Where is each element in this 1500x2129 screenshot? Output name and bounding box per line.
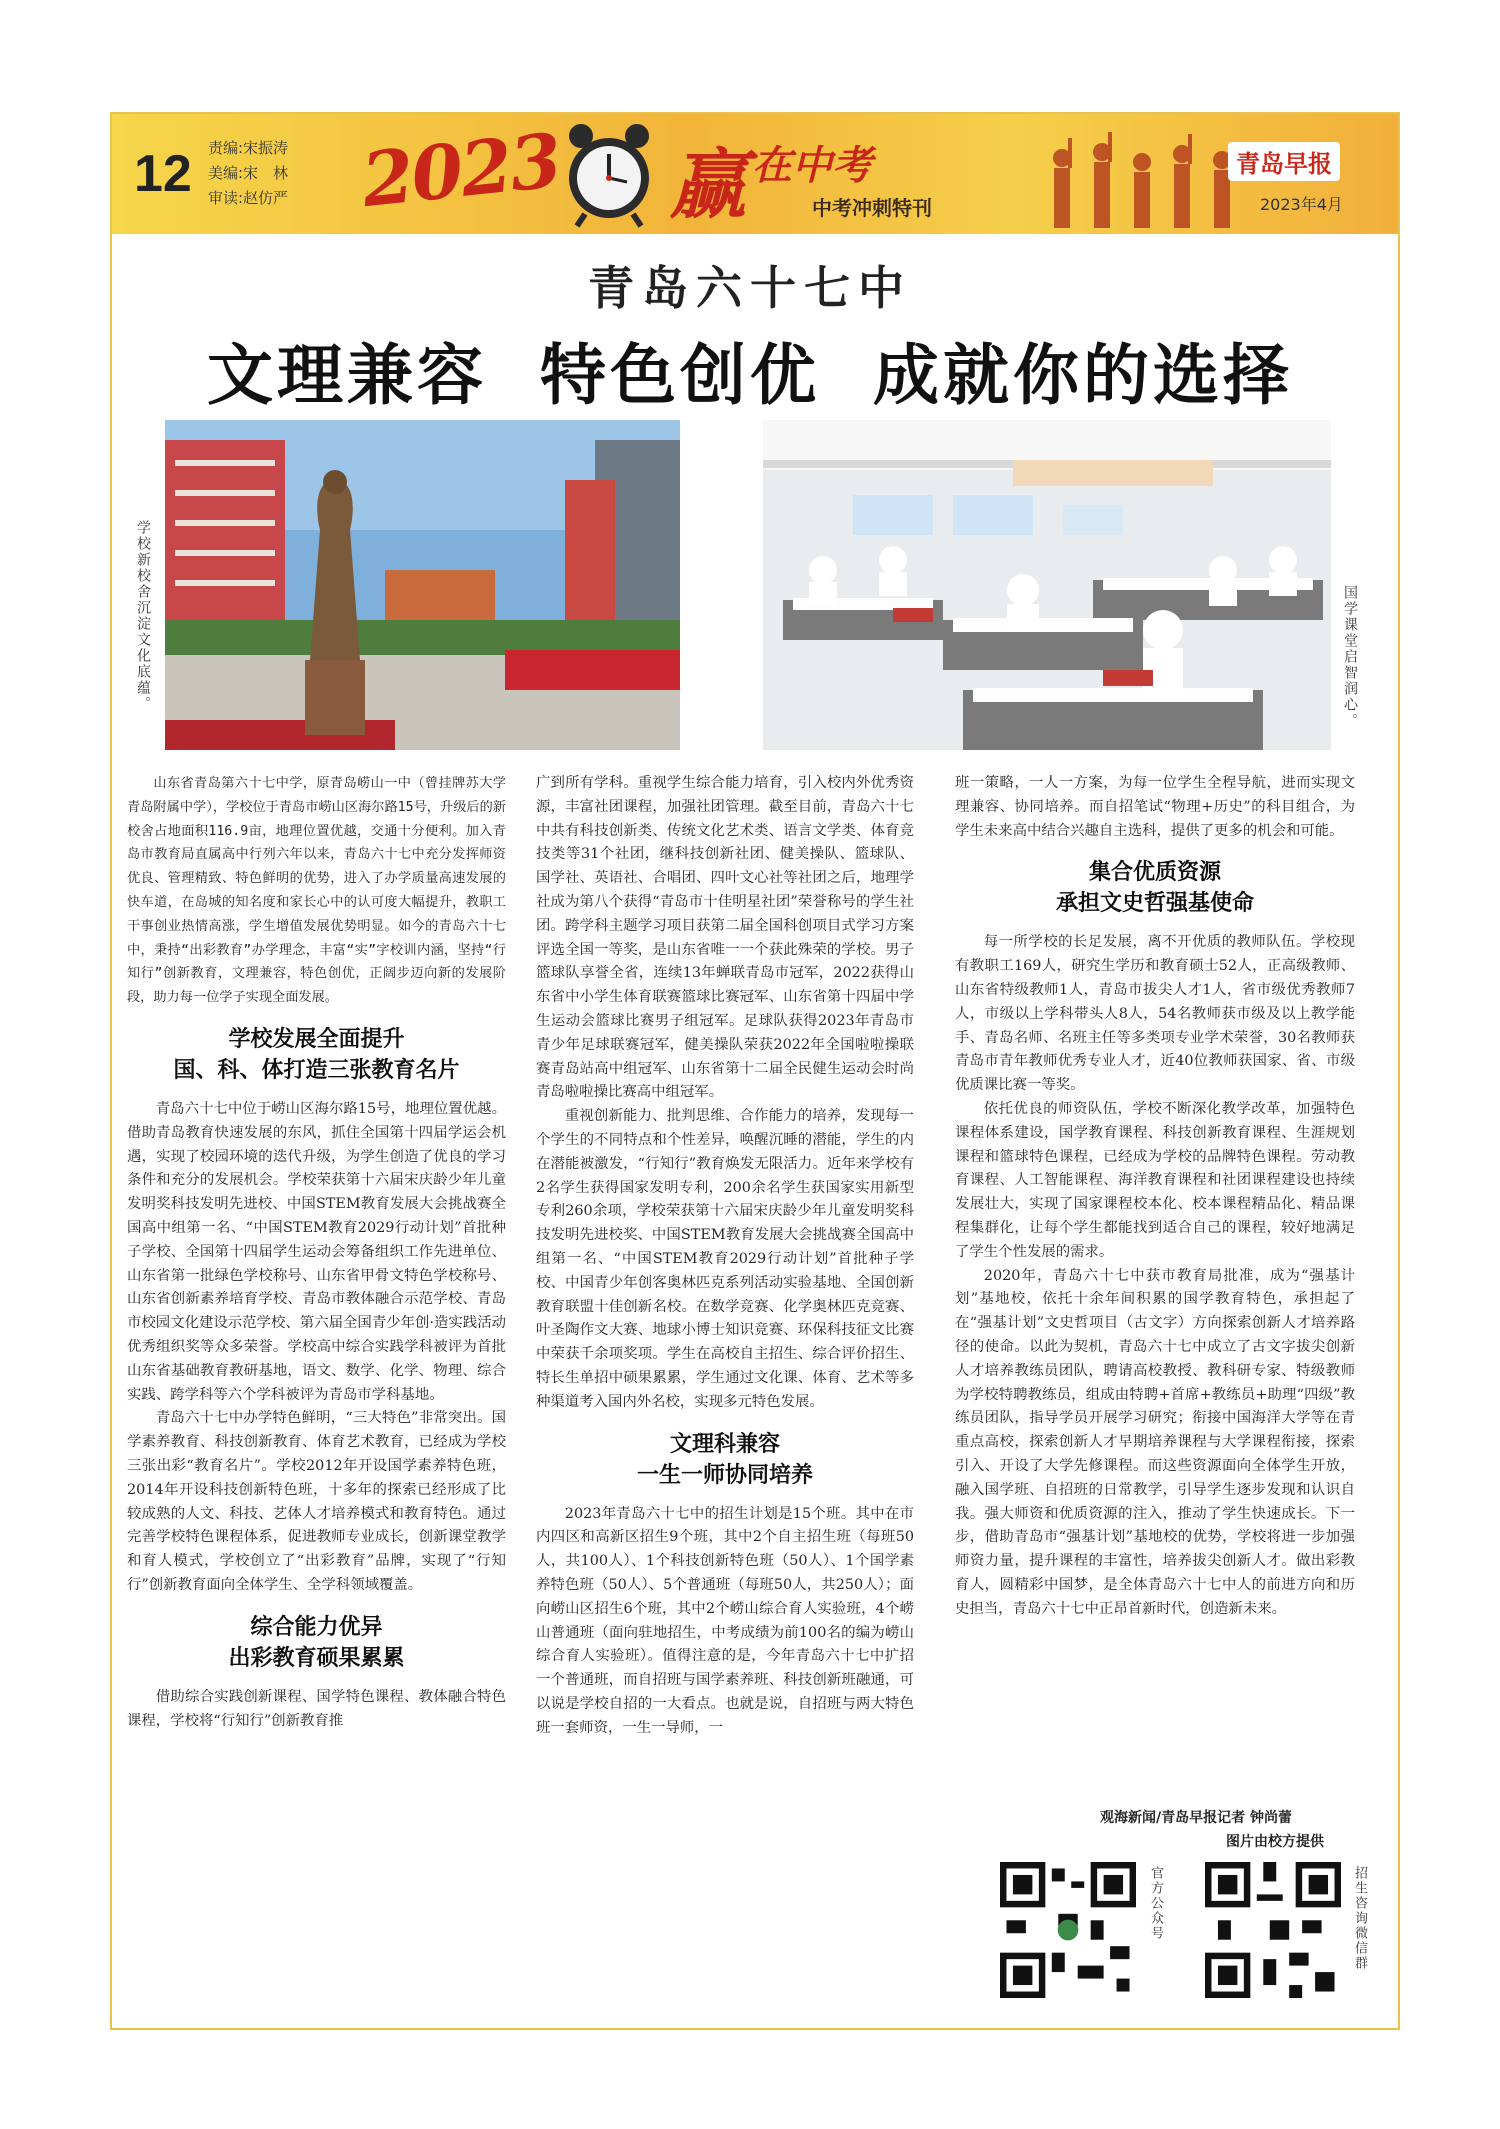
editor-credit: 责编:宋振涛	[208, 139, 289, 157]
article-paragraph: 青岛六十七中办学特色鲜明，“三大特色”非常突出。国学素养教育、科技创新教育、体育艺术教育，已经成为学校三张出彩“教育名片”。学校2012年开设国学素养特色班，2014年开设科技创新特色班，十多年的探索已经形成了比较成熟的人文、科技、艺体人才培养模式和教育特色。通过完善学校特色课程体系，促进教师专业成长，创新课堂教学和育人模式，学校创立了“出彩教育”品牌，实现了“行知行”创新教育面向全体学生、全学科领域覆盖。	[127, 1410, 506, 1593]
photo-caption: 国学课堂启智润心。	[1342, 585, 1358, 729]
admissions-wechat-qr-code[interactable]	[1205, 1862, 1341, 1998]
issue-date: 2023年4月	[1260, 195, 1343, 214]
classroom-photo	[763, 420, 1331, 750]
year-artwork: 2023	[358, 117, 564, 225]
brand-title: 在中考	[752, 142, 872, 189]
section-subheading: 学校发展全面提升 国、科、体打造三张教育名片	[173, 1026, 460, 1083]
brand-subtitle: 中考冲刺特刊	[812, 196, 932, 220]
page-number: 12	[134, 145, 192, 203]
article-intro: 山东省青岛第六十七中学，原青岛崂山一中（曾挂牌苏大学青岛附属中学），学校位于青岛市崂山区海尔路15号，升级后的新校舍占地面积116.9亩，地理位置优越，交通十分便利。加入青岛市教育局直属高中行列六年以来，青岛六十七中充分发挥师资优良、管理精致、特色鲜明的优势，进入了办学质量高速发展的快车道，在岛城的知名度和家长心中的认可度大幅提升，教职工干事创业热情高涨，学生增值发展优势明显。如今的青岛六十七中，秉持“出彩教育”办学理念，丰富“实”字校训内涵，坚持“行知行”创新教育，文理兼容，特色创优，正阔步迈向新的发展阶段，助力每一位学子实现全面发展。	[127, 776, 506, 1006]
article-paragraph: 依托优良的师资队伍，学校不断深化教学改革，加强特色课程体系建设，国学教育课程、科技创新教育课程、生涯规划课程和篮球特色课程，已经成为学校的品牌特色课程。劳动教育课程、人工智能课程、海洋教育课程和社团课程建设也持续发展壮大，实现了国家课程校本化、校本课程精品化、精品课程集群化，让每个学生都能找到适合自己的课程，较好地满足了学生个性发展的需求。	[955, 1100, 1355, 1260]
article-paragraph: 广到所有学科。重视学生综合能力培育，引入校内外优秀资源，丰富社团课程，加强社团管理。截至目前，青岛六十七中共有科技创新类、传统文化艺术类、语言文学类、体育竞技类等31个社团，继科技创新社团、健美操队、篮球队、国学社、英语社、合唱团、四叶文心社等社团之后，地理学社成为第八个获得“青岛市十佳明星社团”荣誉称号的学生社团。跨学科主题学习项目获第二届全国科创项目式学习方案评选全国一等奖，是山东省唯一一个获此殊荣的学校。男子篮球队享誉全省，连续13年蝉联青岛市冠军，2022获得山东省中小学生体育联赛篮球比赛冠军、山东省第十四届中学生运动会篮球比赛男子组冠军。足球队获得2023年青岛市青少年足球联赛冠军，健美操队荣获2022年全国啦啦操联赛青岛站高中组冠军、山东省第十二届全民健生运动会时尚青岛啦啦操比赛高中组冠军。	[536, 775, 914, 1101]
photo-credit: 图片由校方提供	[1226, 1834, 1324, 1850]
article-paragraph: 借助综合实践创新课程、国学特色课程、教体融合特色课程，学校将“行知行”创新教育推	[127, 1688, 506, 1729]
qr-label: 招生咨询微信群	[1352, 1866, 1367, 1971]
article-paragraph: 2023年青岛六十七中的招生计划是15个班。其中在市内四区和高新区招生9个班，其中2个自主招生班（每班50人，共100人）、1个科技创新特色班（50人）、1个国学素养特色班（50人）、5个普通班（每班50人，共250人）；面向崂山区招生6个班，其中2个崂山综合育人实验班，4个崂山普通班（面向驻地招生，中考成绩为前100名的编为崂山综合育人实验班）。值得注意的是，今年青岛六十七中扩招一个普通班，而自招班与国学素养班、科技创新班融通，可以说是学校自招的一大看点。也就是说，自招班与两大特色班一套师资，一生一导师，一	[536, 1505, 914, 1736]
article-paragraph: 重视创新能力、批判思维、合作能力的培养，发现每一个学生的不同特点和个性差异，唤醒沉睡的潜能，学生的内在潜能被激发，“行知行”教育焕发无限活力。近年来学校有2名学生获得国家发明专利，200余名学生获国家实用新型专利260余项，学校荣获第十六届宋庆龄少年儿童发明奖科技发明先进校奖、中国STEM教育发展大会挑战赛全国高中组第一名、“中国STEM教育2029行动计划”首批种子学校、中国青少年创客奥林匹克系列活动实验基地、全国创新教育联盟十佳创新名校。在数学竞赛、化学奥林匹克竞赛、叶圣陶作文大赛、地球小博士知识竞赛、环保科技征文比赛中荣获千余项奖项。学生在高校自主招生、综合评价招生、特长生单招中硕果累累，学生通过文化课、体育、艺术等多种渠道考入国内外名校，实现多元特色发展。	[536, 1108, 914, 1410]
reporter-byline: 观海新闻/青岛早报记者 钟尚蕾	[1100, 1810, 1292, 1826]
official-account-qr-code[interactable]	[1000, 1862, 1136, 1998]
campus-statue-photo	[165, 420, 680, 750]
editor-credits	[208, 136, 288, 211]
photo-caption: 学校新校舍沉淀文化底蕴。	[135, 520, 151, 712]
editor-credit: 美编:宋 林	[208, 164, 289, 182]
brand-title-glyph: 赢	[670, 140, 746, 229]
editor-credit: 审读:赵仿严	[208, 189, 289, 207]
section-header	[112, 114, 1398, 234]
article-column-1	[127, 772, 506, 1733]
qr-label: 官方公众号	[1148, 1866, 1163, 1941]
article-column-3	[955, 772, 1355, 1622]
article-paragraph: 班一策略，一人一方案，为每一位学生全程导航，进而实现文理兼容、协同培养。而自招笔试“物理+历史”的科目组合，为学生未来高中结合兴趣自主选科，提供了更多的机会和可能。	[955, 775, 1355, 839]
section-subheading: 综合能力优异 出彩教育硕果累累	[228, 1614, 405, 1671]
article-column-2	[536, 772, 914, 1740]
article-paragraph: 青岛六十七中位于崂山区海尔路15号，地理位置优越。借助青岛教育快速发展的东风，抓住全国第十四届学运会机遇，实现了校园环境的迭代升级，为学生创造了优良的学习条件和充分的发展机会。学校荣获第十六届宋庆龄少年儿童发明奖科技发明先进校、中国STEM教育发展大会挑战赛全国高中组第一名、“中国STEM教育2029行动计划”首批种子学校、全国第十四届学生运动会筹备组织工作先进单位、山东省第一批绿色学校称号、山东省甲骨文特色学校称号、山东省创新素养培育学校、青岛市教体融合示范学校、青岛市校园文化建设示范学校、第六届全国青少年创·造实践活动优秀组织奖等众多荣誉。学校高中综合实践学科被评为首批山东省基础教育教研基地，语文、数学、化学、物理、综合实践、跨学科等六个学科被评为青岛市学科基地。	[127, 1100, 506, 1403]
section-subheading: 集合优质资源 承担文史哲强基使命	[1055, 860, 1254, 917]
newspaper-logo: 青岛早报	[1228, 142, 1340, 181]
article-kicker: 青岛六十七中	[588, 261, 912, 315]
alarm-clock-icon	[559, 120, 659, 228]
article-headline: 文理兼容 特色创优 成就你的选择	[207, 336, 1293, 414]
article-paragraph: 每一所学校的长足发展，离不开优质的教师队伍。学校现有教职工169人，研究生学历和教育硕士52人，正高级教师、山东省特级教师1人，青岛市拔尖人才1人，省市级优秀教师7人，市级以上学科带头人8人，54名教师获市级及以上教学能手、青岛名师、名班主任等多类项专业学术荣誉，30名教师获青岛市青年教师优秀专业人才，近40位教师获国家、省、市级优质课比赛一等奖。	[955, 934, 1355, 1094]
section-subheading: 文理科兼容 一生一师协同培养	[636, 1431, 813, 1488]
article-paragraph: 2020年，青岛六十七中获市教育局批准，成为“强基计划”基地校，依托十余年间积累的国学教育特色，承担起了在“强基计划”文史哲项目（古文字）方向探索创新人才培养路径的使命。以此为契机，青岛六十七中成立了古文字拔尖创新人才培养教练员团队，聘请高校教授、教科研专家、特级教师为学校特聘教练员，组成由特聘+首席+教练员+助理“四级”教练员团队，指导学员开展学习研究；衔接中国海洋大学等在青重点高校，探索创新人才早期培养课程与大学课程衔接，探索引入、开设了大学先修课程。而这些资源面向全体学生开放，融入国学班、自招班的日常教学，引导学生逐步发现和认识自我。强大师资和优质资源的注入，推动了学生快速成长。下一步，借助青岛市“强基计划”基地校的优势，学校将进一步加强师资力量，提升课程的丰富性，培养拔尖创新人才。做出彩教育人，圆精彩中国梦，是全体青岛六十七中人的前进方向和历史担当，青岛六十七中正昂首新时代，创造新未来。	[955, 1267, 1355, 1617]
